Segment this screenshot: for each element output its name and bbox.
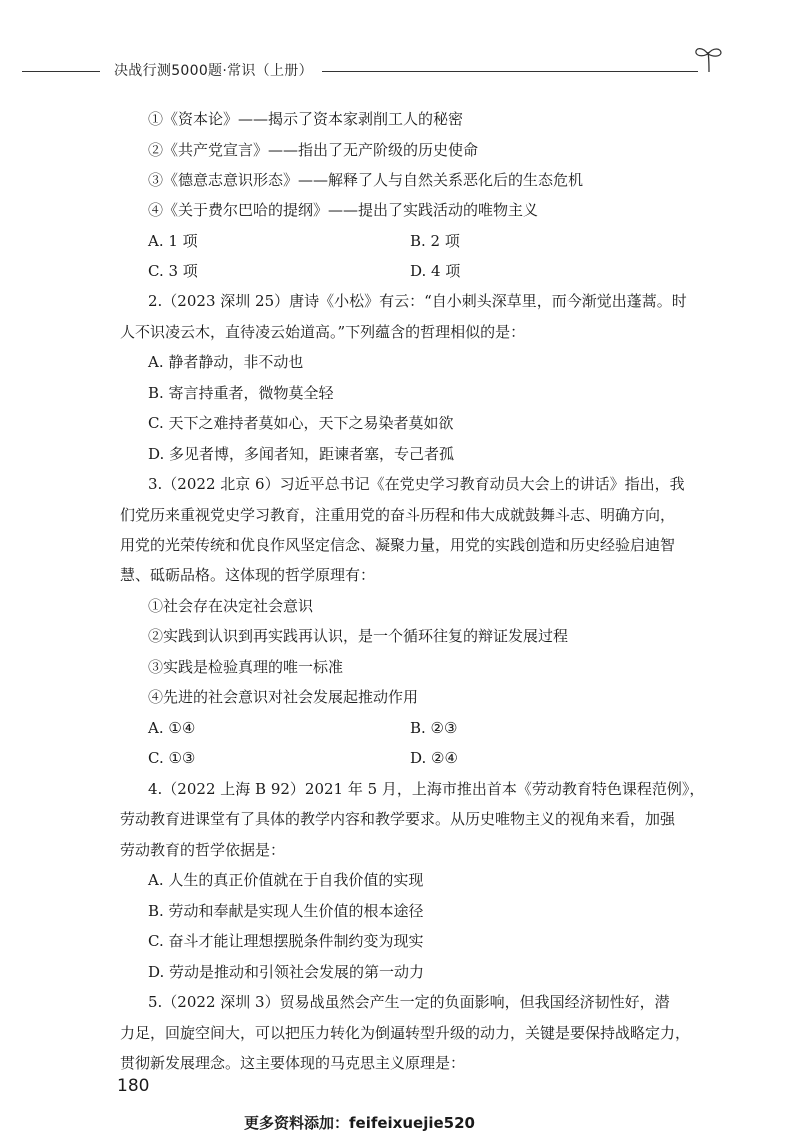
q2-option-d: D. 多见者博，多闻者知，距谏者塞，专己者孤 <box>148 445 455 463</box>
q4-option-b: B. 劳动和奉献是实现人生价值的根本途径 <box>148 902 424 920</box>
q2-option-b: B. 寄言持重者，微物莫全轻 <box>148 384 334 402</box>
q3-option-b: B. ②③ <box>410 719 458 737</box>
q3-stem: 慧、砥砺品格。这体现的哲学原理有： <box>120 566 376 584</box>
q4-option-c: C. 奋斗才能让理想摆脱条件制约变为现实 <box>148 932 424 950</box>
q2-stem: 2.（2023 深圳 25）唐诗《小松》有云：“自小刺头深草里，而今渐觉出蓬蒿。时 <box>148 292 687 310</box>
header-rule-right <box>322 71 698 72</box>
q3-item: ④先进的社会意识对社会发展起推动作用 <box>148 688 419 706</box>
q3-option-c: C. ①③ <box>148 749 196 767</box>
sprout-icon <box>692 44 726 74</box>
q1-option-b: B. 2 项 <box>410 232 460 250</box>
footer-note: 更多资料添加：feifeixuejie520 <box>244 1114 475 1132</box>
q2-option-c: C. 天下之难持者莫如心，天下之易染者莫如欲 <box>148 414 454 432</box>
q4-stem: 劳动教育进课堂有了具体的教学内容和教学要求。从历史唯物主义的视角来看，加强 <box>120 810 676 828</box>
q1-item: ①《资本论》——揭示了资本家剥削工人的秘密 <box>148 110 464 128</box>
q3-item: ②实践到认识到再实践再认识，是一个循环往复的辩证发展过程 <box>148 627 569 645</box>
running-header <box>22 58 722 82</box>
q3-stem: 用党的光荣传统和优良作风坚定信念、凝聚力量，用党的实践创造和历史经验启迪智 <box>120 536 676 554</box>
q2-stem: 人不识凌云木，直待凌云始道高。”下列蕴含的哲理相似的是： <box>120 323 526 341</box>
q1-item: ④《关于费尔巴哈的提纲》——提出了实践活动的唯物主义 <box>148 201 539 219</box>
q5-stem: 贯彻新发展理念。这主要体现的马克思主义原理是： <box>120 1054 466 1072</box>
header-rule-left <box>22 71 100 72</box>
q2-option-a: A. 静者静动，非不动也 <box>148 353 304 371</box>
q1-option-d: D. 4 项 <box>410 262 461 280</box>
q3-stem: 们党历来重视党史学习教育，注重用党的奋斗历程和伟大成就鼓舞斗志、明确方向， <box>120 506 676 524</box>
q3-option-a: A. ①④ <box>148 719 196 737</box>
book-title: 决战行测5000题·常识（上册） <box>114 63 313 79</box>
page-number: 180 <box>117 1076 150 1096</box>
q5-stem: 5.（2022 深圳 3）贸易战虽然会产生一定的负面影响，但我国经济韧性好，潜 <box>148 993 670 1011</box>
q3-item: ①社会存在决定社会意识 <box>148 597 314 615</box>
q3-stem: 3.（2022 北京 6）习近平总书记《在党史学习教育动员大会上的讲话》指出，我 <box>148 475 685 493</box>
q3-item: ③实践是检验真理的唯一标准 <box>148 658 344 676</box>
q4-option-d: D. 劳动是推动和引领社会发展的第一动力 <box>148 963 425 981</box>
q5-stem: 力足，回旋空间大，可以把压力转化为倒逼转型升级的动力，关键是要保持战略定力， <box>120 1024 691 1042</box>
q4-stem: 劳动教育的哲学依据是： <box>120 841 286 859</box>
q1-item: ②《共产党宣言》——指出了无产阶级的历史使命 <box>148 141 479 159</box>
q1-item: ③《德意志意识形态》——解释了人与自然关系恶化后的生态危机 <box>148 171 584 189</box>
q3-option-d: D. ②④ <box>410 749 458 767</box>
q4-stem: 4.（2022 上海 B 92）2021 年 5 月，上海市推出首本《劳动教育特色课程范例》， <box>148 780 705 798</box>
q1-option-a: A. 1 项 <box>148 232 198 250</box>
q1-option-c: C. 3 项 <box>148 262 198 280</box>
q4-option-a: A. 人生的真正价值就在于自我价值的实现 <box>148 871 424 889</box>
